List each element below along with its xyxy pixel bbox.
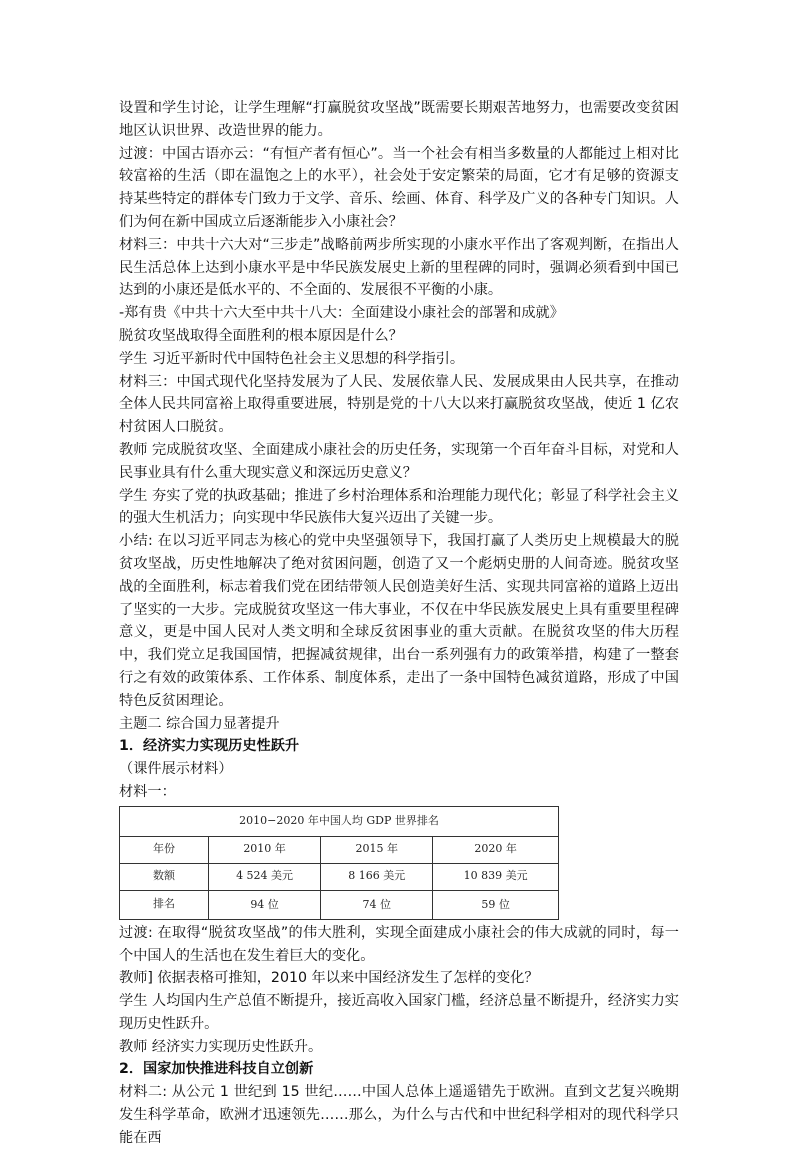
section-2-heading: 2．国家加快推进科技自立创新 [119,1061,314,1078]
paragraph-transition-2: 过渡: 在取得“脱贫攻坚战”的伟大胜利，实现全面建成小康社会的伟大成就的同时，每一个中国人的生活也在发生着巨大的变化。 [119,924,679,964]
paragraph-student-2: 学生 夯实了党的执政基础；推进了乡村治理体系和治理能力现代化；彰显了科学社会主义的强大生机活力；向实现中华民族伟大复兴迈出了关键一步。 [119,487,679,527]
table-cell: 74 位 [321,890,433,919]
paragraph-transition-1: 过渡：中国古语亦云：“有恒产者有恒心”。当一个社会有相当多数量的人都能过上相对比较富裕的生活（即在温饱之上的水平），社会处于安定繁荣的局面，它才有足够的资源支持某些特定的群体专门致力于文学、音乐、绘画、体育、科学及广义的各种专门知识。人们为何在新中国成立后逐渐能步入小康社会？ [119,145,679,230]
table-cell: 94 位 [209,890,321,919]
table-cell: 排名 [120,890,209,919]
paragraph-material-3b: 材料三：中国式现代化坚持发展为了人民、发展依靠人民、发展成果由人民共享，在推动全体人民共同富裕上取得重要进展，特别是党的十八大以来打赢脱贫攻坚战，使近 1 亿农村贫困人口脱贫。 [119,373,679,436]
paragraph-teacher-3: 教师 经济实力实现历史性跃升。 [119,1038,323,1055]
table-header-cell: 2015 年 [321,836,433,863]
table-cell: 10 839 美元 [433,863,559,890]
document-page [119,97,679,1150]
paragraph-summary: 小结: 在以习近平同志为核心的党中央坚强领导下，我国打赢了人类历史上规模最大的脱贫攻坚战，历史性地解决了绝对贫困问题，创造了又一个彪炳史册的人间奇迹。脱贫攻坚战的全面胜利，标志着我们党在团结带领人民创造美好生活、实现共同富裕的道路上迈出了坚实的一大步。完成脱贫攻坚这一伟大事业，不仅在中华民族发展史上具有重要里程碑意义，更是中国人民对人类文明和全球反贫困事业的重大贡献。在脱贫攻坚的伟大历程中，我们党立足我国国情，把握减贫规律，出台一系列强有力的政策举措，构建了一整套行之有效的政策体系、工作体系、制度体系，走出了一条中国特色减贫道路，形成了中国特色反贫困理论。 [119,533,679,709]
gdp-ranking-table [119,806,559,920]
paragraph-discussion: 设置和学生讨论，让学生理解“打赢脱贫攻坚战”既需要长期艰苦地努力，也需要改变贫困地区认识世界、改造世界的能力。 [119,100,679,139]
table-title: 2010−2020 年中国人均 GDP 世界排名 [120,806,559,836]
paragraph-teacher-2: 教师] 依据表格可推知，2010 年以来中国经济发生了怎样的变化？ [119,970,539,987]
table-row [120,890,559,919]
table-cell: 59 位 [433,890,559,919]
paragraph-question: 脱贫攻坚战取得全面胜利的根本原因是什么？ [119,327,403,344]
table-cell: 4 524 美元 [209,863,321,890]
section-1-heading: 1．经济实力实现历史性跃升 [119,738,300,755]
paragraph-citation: -郑有贵《中共十六大至中共十八大：全面建设小康社会的部署和成就》 [119,305,564,322]
paragraph-material-2: 材料二: 从公元 1 世纪到 15 世纪……中国人总体上遥遥错先于欧洲。直到文艺复兴晚期发生科学革命，欧洲才迅速领先……那么，为什么与古代和中世纪科学相对的现代科学只能在西 [119,1084,679,1146]
courseware-note: （课件展示材料） [119,761,233,778]
theme-two-heading: 主题二 综合国力显著提升 [119,715,280,732]
table-header-row [120,836,559,863]
table-cell: 8 166 美元 [321,863,433,890]
table-header-cell: 年份 [120,836,209,863]
table-header-cell: 2010 年 [209,836,321,863]
paragraph-teacher-1: 教师 完成脱贫攻坚、全面建成小康社会的历史任务，实现第一个百年奋斗目标，对党和人民事业具有什么重大现实意义和深远历史意义？ [119,441,679,481]
material-1-label: 材料一： [119,783,176,800]
table-row [120,863,559,890]
paragraph-student-1: 学生 习近平新时代中国特色社会主义思想的科学指引。 [119,350,465,367]
paragraph-student-3: 学生 人均国内生产总值不断提升，接近高收入国家门槛，经济总量不断提升，经济实力实现历史性跃升。 [119,993,679,1032]
table-cell: 数额 [120,863,209,890]
table-title-row [120,806,559,836]
table-header-cell: 2020 年 [433,836,559,863]
paragraph-material-3a: 材料三：中共十六大对“三步走”战略前两步所实现的小康水平作出了客观判断，在指出人民生活总体上达到小康水平是中华民族发展史上新的里程碑的同时，强调必须看到中国已达到的小康还是低水平的、不全面的、发展很不平衡的小康。 [119,236,679,299]
